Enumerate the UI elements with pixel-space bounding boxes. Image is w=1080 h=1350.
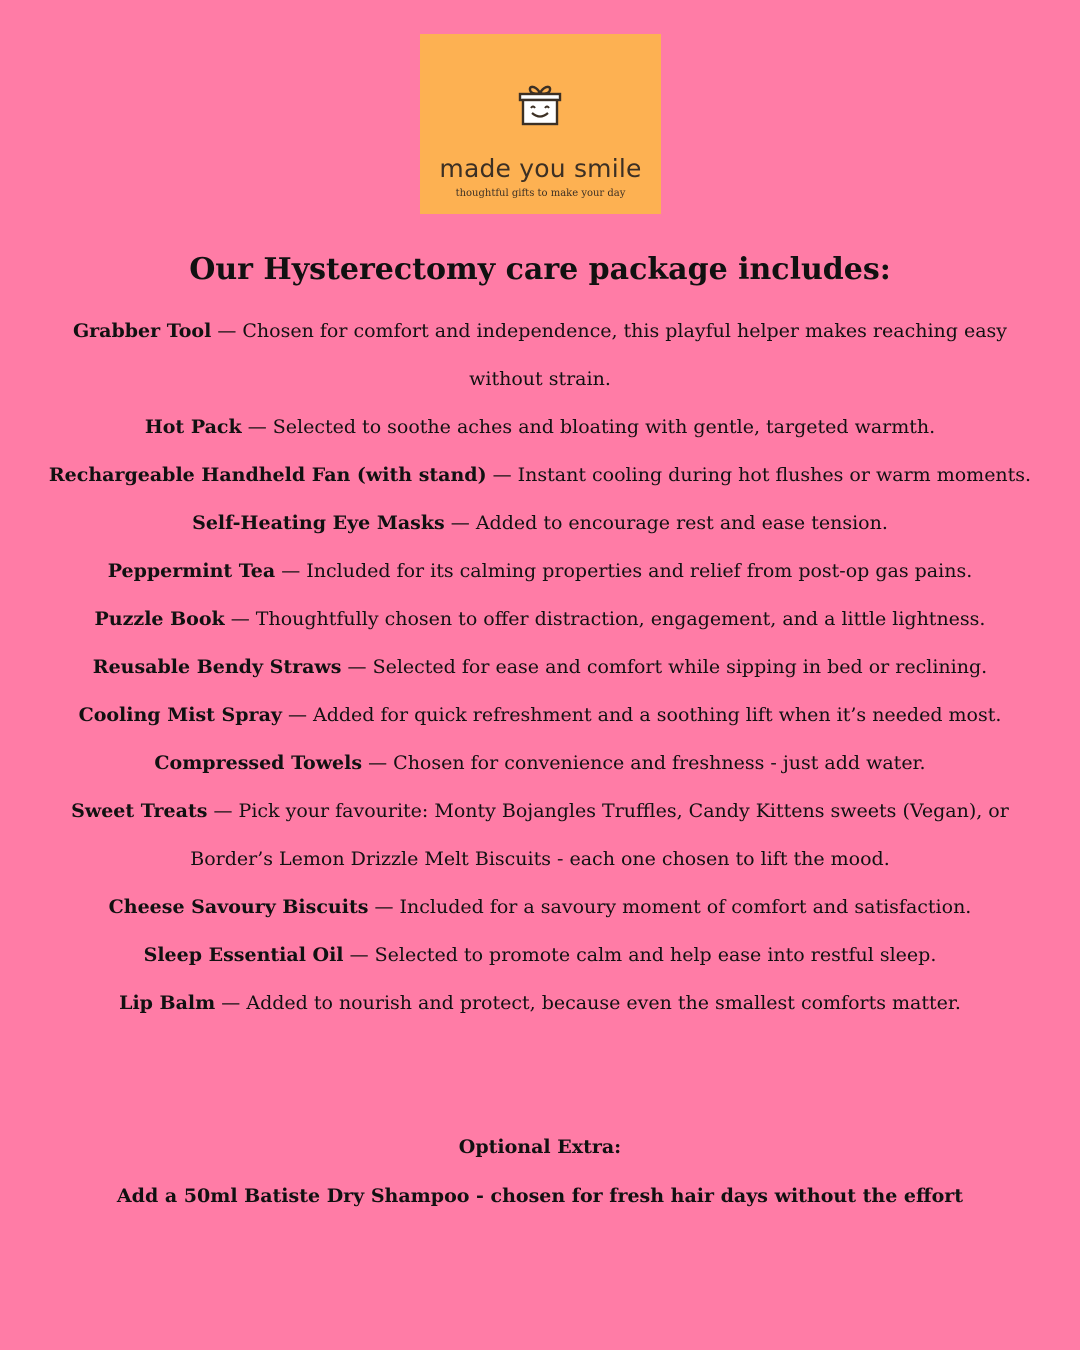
list-item [40,643,1040,691]
smiling-gift-box-icon [517,82,563,128]
optional-extra-text: Add a 50ml Batiste Dry Shampoo - chosen for fresh hair days without the effort [116,1185,964,1207]
logo-tagline: thoughtful gifts to make your day [455,188,626,199]
item-separator: — [486,464,518,486]
item-separator: — [368,896,400,918]
package-items-list [40,307,1040,1027]
item-separator: — [215,992,247,1014]
list-item [40,787,1040,883]
item-separator: — [444,512,476,534]
optional-extra-title: Optional Extra: [458,1136,622,1158]
item-name: Sleep Essential Oil [143,944,344,966]
item-separator: — [211,320,243,342]
item-description: Chosen for convenience and freshness - just add water. [393,752,926,774]
list-item [40,739,1040,787]
item-name: Peppermint Tea [107,560,276,582]
list-item [40,595,1040,643]
item-separator: — [281,704,314,726]
item-separator: — [224,608,256,630]
list-item [40,451,1040,499]
item-description: Selected to promote calm and help ease into restful sleep. [374,944,937,966]
list-item [40,403,1040,451]
item-name: Puzzle Book [94,608,225,630]
item-name: Compressed Towels [154,752,363,774]
item-description: Included for a savoury moment of comfort and satisfaction. [399,896,972,918]
item-description: Included for its calming properties and relief from post-op gas pains. [306,560,973,582]
item-separator: — [341,656,373,678]
item-description: Thoughtfully chosen to offer distraction, engagement, and a little lightness. [255,608,986,630]
list-item [40,883,1040,931]
item-name: Rechargeable Handheld Fan (with stand) [48,464,487,486]
item-name: Reusable Bendy Straws [92,656,342,678]
item-description: Selected to soothe aches and bloating with gentle, targeted warmth. [272,416,936,438]
item-description: Chosen for comfort and independence, this playful helper makes reaching easy without strain. [242,320,1008,390]
item-separator: — [275,560,307,582]
list-item [40,931,1040,979]
item-name: Cheese Savoury Biscuits [108,896,369,918]
list-item [40,547,1040,595]
item-name: Hot Pack [144,416,242,438]
item-name: Grabber Tool [72,320,212,342]
item-name: Lip Balm [119,992,216,1014]
item-description: Selected for ease and comfort while sipping in bed or reclining. [372,656,988,678]
logo-brand-name: made you smile [439,154,642,183]
item-description: Instant cooling during hot flushes or warm moments. [517,464,1032,486]
list-item [40,307,1040,403]
page-title: Our Hysterectomy care package includes: [189,252,891,287]
item-separator: — [241,416,273,438]
item-name: Self-Heating Eye Masks [192,512,445,534]
item-separator: — [343,944,375,966]
item-name: Cooling Mist Spray [78,704,282,726]
item-separator: — [207,800,239,822]
item-description: Added for quick refreshment and a soothing lift when it’s needed most. [313,704,1002,726]
list-item [40,499,1040,547]
item-description: Added to encourage rest and ease tension. [475,512,888,534]
item-name: Sweet Treats [71,800,208,822]
brand-logo [420,34,661,214]
list-item [40,979,1040,1027]
item-description: Pick your favourite: Monty Bojangles Truffles, Candy Kittens sweets (Vegan), or Border’s Lemon Drizzle Melt Biscuits - each one chosen to lift the mood. [190,800,1009,870]
item-separator: — [362,752,394,774]
item-description: Added to nourish and protect, because even the smallest comforts matter. [246,992,961,1014]
list-item [40,691,1040,739]
